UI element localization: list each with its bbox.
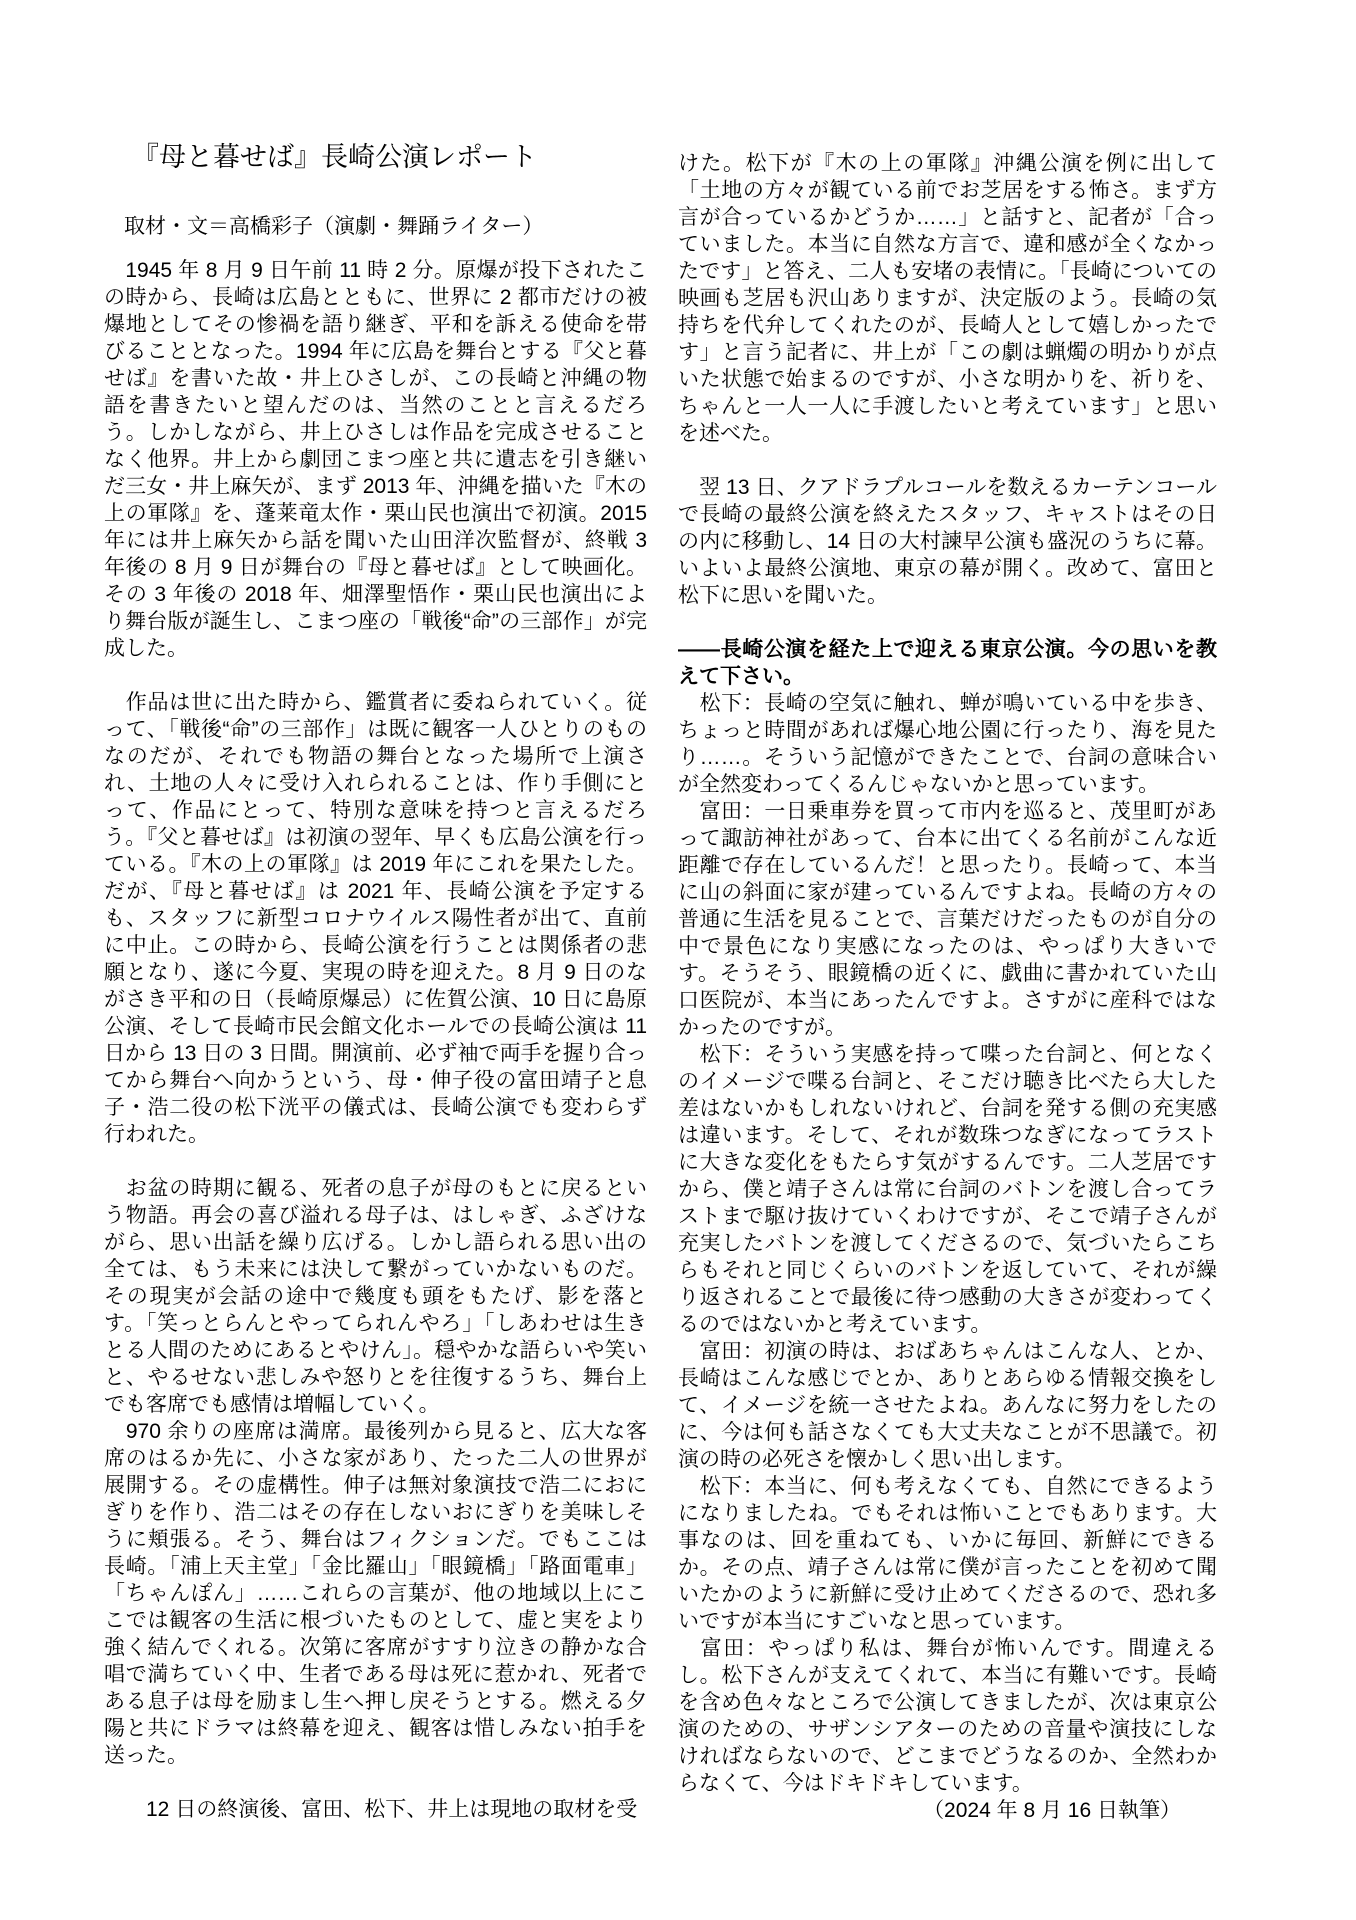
paragraph: 松下：そういう実感を持って喋った台詞と、何となくのイメージで喋る台詞と、そこだけ聴き比べたら大した差はないかもしれないけれど、台詞を発する側の充実感は違います。そして、それが数珠つなぎになってラストに大きな変化をもたらす気がするんです。二人芝居ですから、僕と靖子さんは常に台詞のバトンを渡し合ってラストまで駆け抜けていくわけですが、そこで靖子さんが充実したバトンを渡してくださるので、気づいたらこちらもそれと同じくらいのバトンを返していて、それが繰り返されることで最後に待つ感動の大きさが変わってくるのではないかと考えています。	[678, 1043, 1217, 1336]
paragraph: 富田：一日乗車券を買って市内を巡ると、茂里町があって諏訪神社があって、台本に出てくる名前がこんな近距離で存在しているんだ！と思ったり。長崎って、本当に山の斜面に家が建っているんですよね。長崎の方々の普通に生活を見ることで、言葉だけだったものが自分の中で景色になり実感になったのは、やっぱり大きいです。そうそう、眼鏡橋の近くに、戯曲に書かれていた山口医院が、本当にあったんですよ。さすがに産科ではなかったのですが。	[678, 800, 1217, 1039]
left-column	[104, 141, 647, 1823]
page-title: 『母と暮せば』長崎公演レポート	[132, 142, 537, 172]
date-note: （2024 年 8 月 16 日執筆）	[923, 1799, 1181, 1822]
right-column-paragraphs	[678, 150, 1217, 1824]
paragraph: 970 余りの座席は満席。最後列から見ると、広大な客席のはるか先に、小さな家があり、たった二人の世界が展開する。その虚構性。伸子は無対象演技で浩二におにぎりを作り、浩二はその存在しないおにぎりを美味しそうに頬張る。そう、舞台はフィクションだ。でもここは長崎。「浦上天主堂」「金比羅山」「眼鏡橋」「路面電車」「ちゃんぽん」……これらの言葉が、他の地域以上にここでは観客の生活に根づいたものとして、虚と実をより強く結んでくれる。次第に客席がすすり泣きの静かな合唱で満ちていく中、生者である母は死に惹かれ、死者である息子は母を励まし生へ押し戻そうとする。燃える夕陽と共にドラマは終幕を迎え、観客は惜しみない拍手を送った。	[104, 1420, 647, 1767]
paragraph: 12 日の終演後、富田、松下、井上は現地の取材を受	[104, 1798, 638, 1821]
paragraph: けた。松下が『木の上の軍隊』沖縄公演を例に出して「土地の方々が観ている前でお芝居をする怖さ。まず方言が合っているかどうか……」と話すと、記者が「合っていました。本当に自然な方言で、違和感が全くなかったです」と答え、二人も安堵の表情に。「長崎についての映画も芝居も沢山ありますが、決定版のよう。長崎の気持ちを代弁してくれたのが、長崎人として嬉しかったです」と言う記者に、井上が「この劇は蝋燭の明かりが点いた状態で始まるのですが、小さな明かりを、祈りを、ちゃんと一人一人に手渡したいと考えています」と思いを述べた。	[678, 152, 1217, 445]
paragraph: お盆の時期に観る、死者の息子が母のもとに戻るという物語。再会の喜び溢れる母子は、はしゃぎ、ふざけながら、思い出話を繰り広げる。しかし語られる思い出の全ては、もう未来には決して繋がっていかないものだ。その現実が会話の途中で幾度も頭をもたげ、影を落とす。「笑っとらんとやってられんやろ」「しあわせは生きとる人間のためにあるとやけん」。穏やかな語らいや笑いと、やるせない悲しみや怒りとを往復するうち、舞台上でも客席でも感情は増幅していく。	[104, 1177, 647, 1416]
paragraph: 翌 13 日、クアドラプルコールを数えるカーテンコールで長崎の最終公演を終えたスタッフ、キャストはその日の内に移動し、14 日の大村諫早公演も盛況のうちに幕。いよいよ最終公演地、東京の幕が開く。改めて、富田と松下に思いを聞いた。	[678, 476, 1217, 607]
byline: 取材・文＝高橋彩子（演劇・舞踊ライター）	[124, 215, 544, 238]
paragraph: 作品は世に出た時から、鑑賞者に委ねられていく。従って、「戦後“命”の三部作」は既に観客一人ひとりのものなのだが、それでも物語の舞台となった場所で上演され、土地の人々に受け入れられることは、作り手側にとって、作品にとって、特別な意味を持つと言えるだろう。『父と暮せば』は初演の翌年、早くも広島公演を行っている。『木の上の軍隊』は 2019 年にこれを果たした。だが、『母と暮せば』は 2021 年、長崎公演を予定するも、スタッフに新型コロナウイルス陽性者が出て、直前に中止。この時から、長崎公演を行うことは関係者の悲願となり、遂に今夏、実現の時を迎えた。8 月 9 日のながさき平和の日（長崎原爆忌）に佐賀公演、10 日に島原公演、そして長崎市民会館文化ホールでの長崎公演は 11 日から 13 日の 3 日間。開演前、必ず袖で両手を握り合ってから舞台へ向かうという、母・伸子役の富田靖子と息子・浩二役の松下洸平の儀式は、長崎公演でも変わらず行われた。	[104, 691, 647, 1146]
interview-question: ――長崎公演を経た上で迎える東京公演。今の思いを教えて下さい。	[678, 638, 1217, 688]
right-column	[678, 150, 1217, 1824]
paragraph: 1945 年 8 月 9 日午前 11 時 2 分。原爆が投下されたこの時から、長崎は広島とともに、世界に 2 都市だけの被爆地としてその惨禍を語り継ぎ、平和を訴える使命を帯びることとなった。1994 年に広島を舞台とする『父と暮せば』を書いた故・井上ひさしが、この長崎と沖縄の物語を書きたいと望んだのは、当然のことと言えるだろう。しかしながら、井上ひさしは作品を完成させることなく他界。井上から劇団こまつ座と共に遺志を引き継いだ三女・井上麻矢が、まず 2013 年、沖縄を描いた『木の上の軍隊』を、蓬莱竜太作・栗山民也演出で初演。2015 年には井上麻矢から話を聞いた山田洋次監督が、終戦 3 年後の 8 月 9 日が舞台の『母と暮せば』として映画化。その 3 年後の 2018 年、畑澤聖悟作・栗山民也演出により舞台版が誕生し、こまつ座の「戦後“命”の三部作」が完成した。	[104, 259, 647, 660]
paragraph: 富田：初演の時は、おばあちゃんはこんな人、とか、長崎はこんな感じでとか、ありとあらゆる情報交換をして、イメージを統一させたよね。あんなに努力をしたのに、今は何も話さなくても大丈夫なことが不思議で。初演の時の必死さを懐かしく思い出します。	[678, 1340, 1217, 1471]
paragraph: 富田：やっぱり私は、舞台が怖いんです。間違えるし。松下さんが支えてくれて、本当に有難いです。長崎を含め色々なところで公演してきましたが、次は東京公演のための、サザンシアターのための音量や演技にしなければならないので、どこまでどうなるのか、全然わからなくて、今はドキドキしています。	[678, 1637, 1217, 1795]
left-column-paragraphs	[104, 257, 647, 1823]
paragraph: 松下：長崎の空気に触れ、蝉が鳴いている中を歩き、ちょっと時間があれば爆心地公園に行ったり、海を見たり……。そういう記憶ができたことで、台詞の意味合いが全然変わってくるんじゃないかと思っています。	[678, 692, 1217, 796]
paragraph: 松下：本当に、何も考えなくても、自然にできるようになりましたね。でもそれは怖いことでもあります。大事なのは、回を重ねても、いかに毎回、新鮮にできるか。その点、靖子さんは常に僕が言ったことを初めて聞いたかのように新鮮に受け止めてくださるので、恐れ多いですが本当にすごいなと思っています。	[678, 1475, 1217, 1633]
